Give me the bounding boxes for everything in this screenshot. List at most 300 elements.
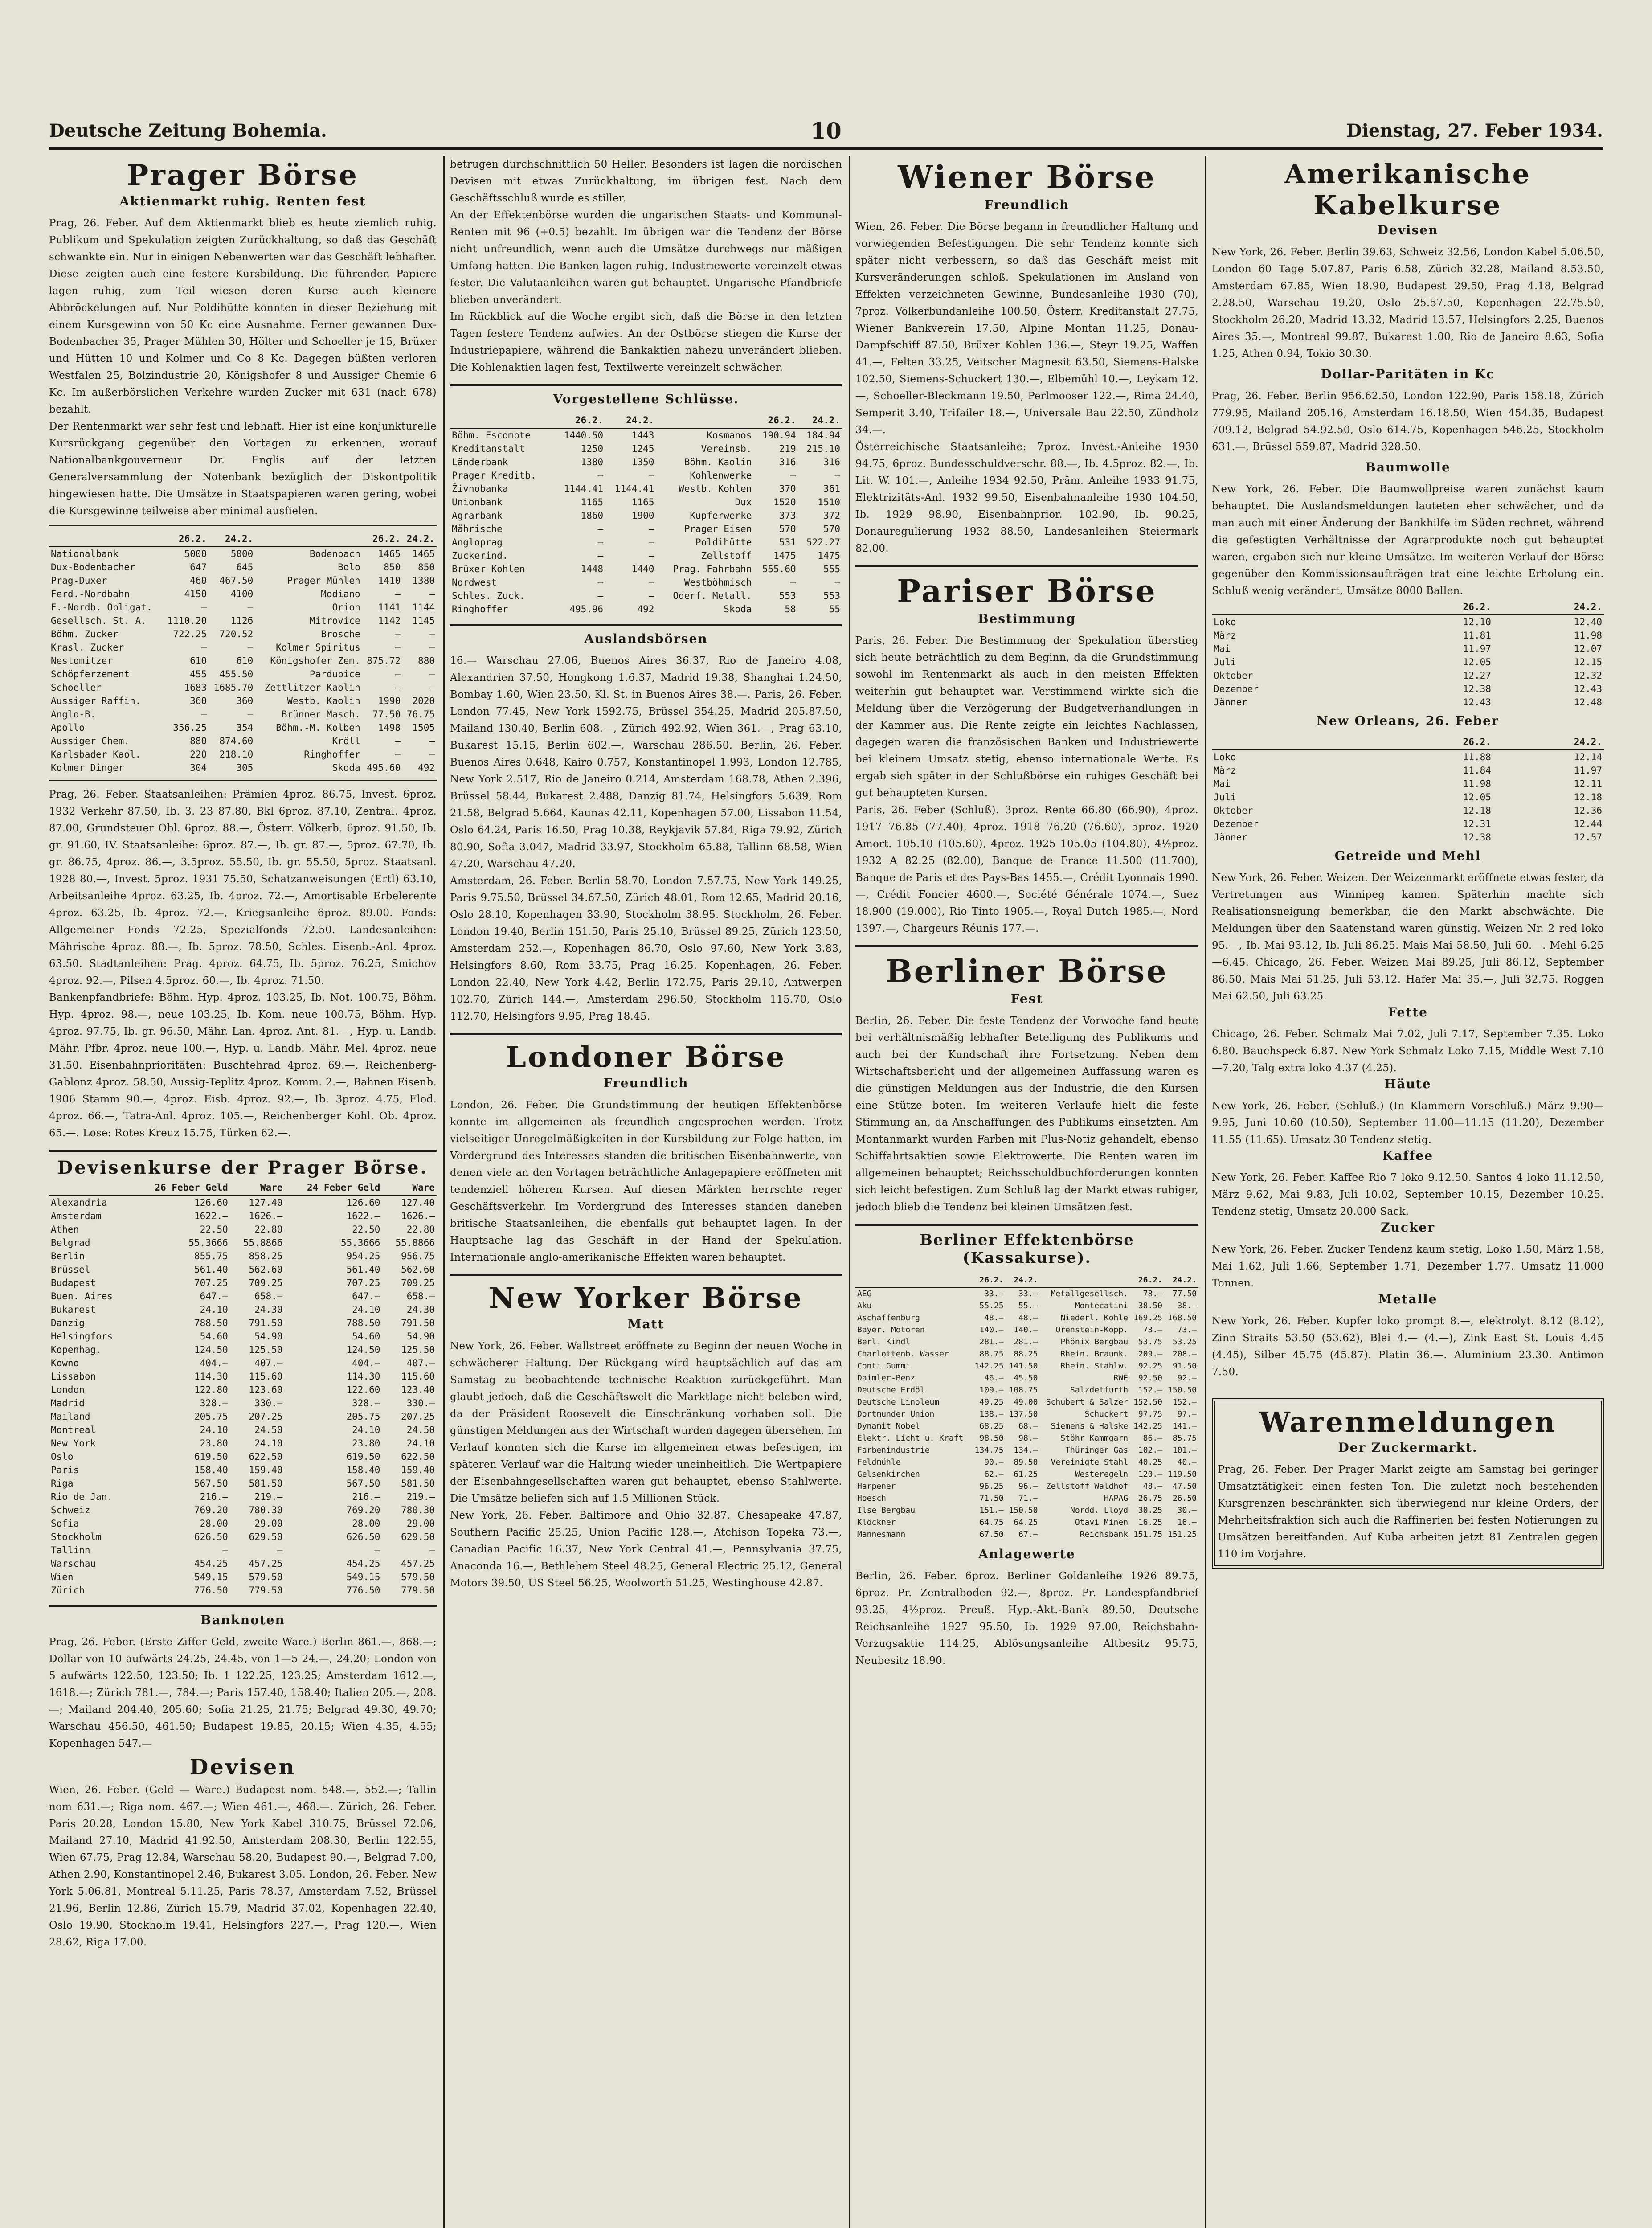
divider xyxy=(49,1150,437,1152)
table-cell: — xyxy=(429,629,435,639)
table-cell: 407.— xyxy=(254,1358,283,1368)
table-cell: 467.50 xyxy=(219,575,254,586)
section-subtitle: Dollar-Paritäten in Kc xyxy=(1321,367,1495,381)
table-cell: 12.43 xyxy=(1463,697,1491,708)
table-cell: Nordwest xyxy=(452,577,497,588)
table-cell: 776.50 xyxy=(346,1585,380,1596)
article-paragraph: New York, 26. Feber. Weizen. Der Weizenmarkt eröffnete etwas fester, da Vertretungen aus Winnipeg kamen. Späterhin machte sich Realisationsneigung bemerkbar, die den Markt abschwächte. Die Meldungen über den Saatenstand waren günstig. Weizen Nr. 2 red loko 95.—, Ib. Mai 93.12, Ib. Juli 86.25. Mais Mai 58.50, Juli 60.—. Mehl 6.25—6.45. Chicago, 26. Feber. Weizen Mai 89.25, Juli 86.12, September 86.50. Mais Mai 51.25, Juli 53.12. Hafer Mai 35.—, Juli 32.75. Roggen Mai 62.50, Juli 63.25. xyxy=(1212,872,1604,1002)
table-cell: 168.50 xyxy=(1167,1313,1197,1323)
table-cell: 855.75 xyxy=(194,1251,228,1261)
column-header: 24.2. xyxy=(1006,1273,1040,1287)
table-cell: London xyxy=(51,1384,85,1395)
table-cell: 134.— xyxy=(1014,1446,1038,1455)
table-cell: Sofia xyxy=(51,1518,79,1529)
table-cell: 495.60 xyxy=(367,762,401,773)
table-cell: 622.50 xyxy=(401,1451,435,1462)
table-cell: 404.— xyxy=(352,1358,380,1368)
table-cell: Warschau xyxy=(51,1558,96,1569)
table-cell: 141.— xyxy=(1172,1421,1197,1431)
table-cell: Schles. Zuck. xyxy=(452,590,525,601)
table-cell: 24.10 xyxy=(200,1425,228,1435)
section-title-devisen: Devisen xyxy=(189,1755,296,1780)
table-row xyxy=(1212,790,1604,804)
table-cell: 58 xyxy=(785,604,796,614)
table-cell: Apollo xyxy=(51,722,85,733)
table-cell: — xyxy=(648,537,654,548)
table-cell: 11.88 xyxy=(1463,752,1491,762)
table-cell: 779.50 xyxy=(249,1585,283,1596)
table-cell: 68.25 xyxy=(979,1421,1004,1431)
table-cell: 64.25 xyxy=(1014,1518,1038,1527)
table-cell: Gesellsch. St. A. xyxy=(51,615,147,626)
table-cell: 850 xyxy=(418,562,435,573)
table-cell: — xyxy=(395,669,401,680)
section-subtitle: Metalle xyxy=(1378,1292,1438,1306)
table-cell: 38.50 xyxy=(1138,1301,1162,1311)
table-cell: 610 xyxy=(236,655,254,666)
table-cell: 455 xyxy=(190,669,207,680)
column-header: 24.2. xyxy=(605,413,656,428)
article-paragraph: New York, 26. Feber. (Schluß.) (In Klammern Vorschluß.) März 9.90—9.95, Juni 10.60 (10.50), September 11.00—11.15 (11.20), Dezember 11.55 (11.65). Umsatz 30 Tendenz stetig. xyxy=(1212,1100,1604,1146)
table-cell: Niederl. Kohle xyxy=(1060,1313,1129,1323)
table-cell: Agrarbank xyxy=(452,510,503,521)
table-row xyxy=(49,1249,437,1263)
table-cell: 454.25 xyxy=(346,1558,380,1569)
table-cell: 142.25 xyxy=(974,1361,1004,1371)
stock-table xyxy=(855,1273,1198,1540)
table-cell: 24.30 xyxy=(406,1304,435,1315)
table-row xyxy=(49,547,437,561)
table-cell: Nationalbank xyxy=(51,549,119,559)
table-cell: 404.— xyxy=(200,1358,228,1368)
table-cell: 54.60 xyxy=(352,1331,380,1342)
table-cell: F.-Nordb. Obligat. xyxy=(51,602,152,613)
table-cell: 24.30 xyxy=(254,1304,283,1315)
column-header: 26.2. xyxy=(554,413,605,428)
table-cell: 12.18 xyxy=(1574,792,1602,803)
section-title-new-yorker-boerse: New Yorker Börse xyxy=(489,1282,803,1315)
table-cell: — xyxy=(247,642,254,653)
article-paragraph: New York, 26. Feber. Berlin 39.63, Schweiz 32.56, London Kabel 5.06.50, London 60 Tage 5.07.87, Paris 6.58, Zürich 32.28, Mailand 8.53.50, Amsterdam 67.85, Wien 18.90, Budapest 29.50, Prag 4.18, Belgrad 2.28.50, Warschau 19.20, Oslo 25.57.50, Kopenhagen 22.75.50, Stockholm 26.20, Madrid 13.32, Madrid 13.57, Helsingfors 2.25, Buenos Aires 35.—, Montreal 99.87, Bukarest 1.00, Rio de Janeiro 8.63, Sofia 1.25, Athen 0.94, Tokio 30.30. xyxy=(1212,246,1604,360)
table-cell: 33.— xyxy=(984,1289,1004,1298)
table-cell: 791.50 xyxy=(249,1318,283,1328)
table-cell: Westb. Kohlen xyxy=(679,483,752,494)
table-cell: 24.50 xyxy=(254,1425,283,1435)
section-subtitle: Devisen xyxy=(1377,223,1439,238)
table-cell: Mitrovice xyxy=(309,615,360,626)
table-cell: — xyxy=(834,577,840,588)
table-row xyxy=(49,1450,437,1463)
table-cell: — xyxy=(222,1545,228,1556)
table-row xyxy=(49,601,437,614)
table-cell: 138.— xyxy=(979,1409,1004,1419)
column-1 xyxy=(49,156,437,2228)
table-row xyxy=(49,1423,437,1437)
table-row xyxy=(855,1300,1198,1312)
divider xyxy=(49,780,437,781)
table-cell: 780.30 xyxy=(401,1505,435,1515)
section-title-amerikanische-kabelkurse: Amerikanische Kabelkurse xyxy=(1284,159,1531,221)
table-cell: 219.— xyxy=(254,1491,283,1502)
table-row xyxy=(450,482,842,496)
table-cell: Königshofer Zem. xyxy=(270,655,360,666)
table-cell: 207.25 xyxy=(249,1411,283,1422)
table-cell: — xyxy=(429,736,435,746)
table-cell: — xyxy=(429,642,435,653)
table-cell: Kröll xyxy=(332,736,360,746)
table-cell: Alexandria xyxy=(51,1197,107,1208)
table-cell: 858.25 xyxy=(249,1251,283,1261)
table-cell: 11.97 xyxy=(1574,765,1602,776)
table-row xyxy=(855,1420,1198,1432)
table-cell: Westböhmisch xyxy=(684,577,752,588)
table-cell: 12.38 xyxy=(1463,832,1491,843)
table-cell: 73.— xyxy=(1177,1325,1197,1335)
section-subtitle: Baumwolle xyxy=(1365,460,1451,475)
table-row xyxy=(1212,831,1604,844)
table-cell: Länderbank xyxy=(452,457,508,467)
table-cell: 115.60 xyxy=(249,1371,283,1382)
column-header xyxy=(255,531,362,547)
table-cell: 1626.— xyxy=(249,1211,283,1221)
currency-table xyxy=(49,1180,437,1597)
table-cell: 24.10 xyxy=(200,1304,228,1315)
table-row xyxy=(49,748,437,761)
table-cell: Ferd.-Nordbahn xyxy=(51,589,130,599)
table-row xyxy=(450,455,842,469)
column-header: 24.2. xyxy=(1493,734,1604,750)
table-cell: 330.— xyxy=(254,1398,283,1409)
table-cell: März xyxy=(1214,765,1236,776)
table-cell: — xyxy=(395,642,401,653)
table-cell: 48.— xyxy=(984,1313,1004,1323)
table-row xyxy=(1212,817,1604,831)
table-cell: 123.40 xyxy=(401,1384,435,1395)
table-cell: Orenstein-Kopp. xyxy=(1055,1325,1129,1335)
article-paragraph: London, 26. Feber. Die Grundstimmung der heutigen Effektenbörse konnte im allgemeinen als freundlich angesprochen werden. Trotz vielseitiger Unregelmäßigkeiten in der Kursbildung zur Folge hatten, im Vordergrund des Interesses standen die britischen Eisenbahnwerte, von denen viele an den Vortagen beträchtliche Anlagepapiere eröffneten mit tendenziell höheren Kursen. Auf diesen Märkten herrschte reger Geschäftsverkehr. Im Vordergrund des Interesses standen daneben britische Staatsanleihen, die ebenfalls gut behauptet lagen. In der Hauptsache lag das Geschäft in der Hand der Spekulation. Internationale anglo-amerikanische Effekten waren behauptet. xyxy=(450,1099,842,1263)
table-cell: 55.3666 xyxy=(340,1237,380,1248)
table-header-row xyxy=(450,413,842,428)
table-cell: 522.27 xyxy=(806,537,840,548)
column-header: 26.2. xyxy=(162,531,209,547)
table-cell: 1126 xyxy=(230,615,254,626)
table-cell: Farbenindustrie xyxy=(857,1446,930,1455)
table-cell: 555 xyxy=(823,564,840,574)
column-header: Ware xyxy=(382,1180,437,1196)
table-cell: Böhm.-M. Kolben xyxy=(276,722,360,733)
column-header: 26.2. xyxy=(753,413,797,428)
table-cell: 561.40 xyxy=(194,1264,228,1275)
table-row xyxy=(450,576,842,589)
article-paragraph: 16.— Warschau 27.06, Buenos Aires 36.37, Rio de Janeiro 4.08, Alexandrien 37.50, Hongkong 1.6.37, Madrid 19.38, Shanghai 1.24.50, Bombay 1.60, Wien 23.50, Kl. St. in Buenos Aires 38.—. Paris, 26. Feber. London 77.45, New York 1592.75, Brüssel 354.25, Madrid 205.87.50, Mailand 130.40, Berlin 608.—, Zürich 492.92, Wien 361.—, Prag 63.10, Bukarest 15.15, Berlin 602.—, Warschau 286.50. Berlin, 26. Feber. Buenos Aires 0.648, Kairo 0.757, Konstantinopel 1.993, London 12.785, New York 2.517, Rio de Janeiro 0.214, Amsterdam 168.78, Athen 2.396, Brüssel 58.44, Bukarest 2.488, Danzig 81.74, Helsingfors 5.639, Rom 21.58, Belgrad 5.664, Kaunas 42.11, Kopenhagen 57.00, Lissabon 11.54, Oslo 64.24, Paris 16.50, Prag 10.38, Reykjavik 57.84, Riga 79.92, Zürich 80.90, Sofia 3.047, Madrid 33.97, Stockholm 65.88, Tallinn 68.58, Wien 47.20, Warschau 47.20. xyxy=(450,655,842,870)
table-cell: 5000 xyxy=(230,549,254,559)
table-cell: 460 xyxy=(190,575,207,586)
table-cell: 45.50 xyxy=(1014,1373,1038,1383)
table-cell: 1380 xyxy=(412,575,435,586)
table-cell: 48.— xyxy=(1143,1482,1162,1491)
table-cell: 880 xyxy=(190,736,207,746)
table-cell: — xyxy=(648,524,654,534)
section-title-warenmeldungen: Warenmeldungen xyxy=(1259,1406,1557,1438)
table-cell: 62.— xyxy=(984,1470,1004,1479)
table-row xyxy=(49,1530,437,1544)
table-cell: 24.50 xyxy=(406,1425,435,1435)
table-cell: Brünner Masch. xyxy=(281,709,360,720)
table-cell: 54.90 xyxy=(406,1331,435,1342)
table-cell: 12.07 xyxy=(1574,643,1602,654)
table-row xyxy=(855,1444,1198,1456)
table-cell: 140.— xyxy=(1014,1325,1038,1335)
table-cell: — xyxy=(201,709,207,720)
column-header: 26.2. xyxy=(1382,599,1493,615)
article-paragraph: betrugen durchschnittlich 50 Heller. Besonders ist lagen die nordischen Devisen mit etwas Zurückhaltung, im übrigen fest. Nach dem Geschäftsschluß wurde es stiller. xyxy=(450,159,842,204)
article-paragraph: An der Effektenbörse wurden die ungarischen Staats- und Kommunal-Renten mit 96 (+0.5) bezahlt. Im übrigen war die Tendenz der Börse nicht unfreundlich, wenn auch die Umsätze durchwegs nur mäßigen Umfang hatten. Die Banken lagen ruhig, Industriewerte vereinzelt etwas fester. Die Valutaanleihen waren gut behauptet. Ungarische Pfandbriefe blieben unverändert. xyxy=(450,209,842,306)
table-row xyxy=(450,602,842,616)
table-cell: Unionbank xyxy=(452,497,503,508)
table-cell: Karlsbader Kaol. xyxy=(51,749,141,760)
table-cell: 219.— xyxy=(406,1491,435,1502)
table-cell: 125.50 xyxy=(401,1344,435,1355)
article-paragraph: Paris, 26. Feber. Die Bestimmung der Spekulation überstieg sich heute beträchtlich zu dem Beginn, da die Grundstimmung sowohl im Rentenmarkt als auch in den meisten Effekten weiterhin gut behauptet war. Verstimmend wirkte sich die Meldung über die Verzögerung der Budgetverhandlungen in der Kammer aus. Die Rente zeigte ein leichtes Nachlassen, dagegen waren die französischen Banken und Industriewerte bei kleinem Umsatz stetig, ebenso internationale Werte. Es ergab sich später in der Schlußbörse ein ruhiges Geschäft bei gut behaupteten Kursen. xyxy=(855,635,1198,799)
table-cell: Rio de Jan. xyxy=(51,1491,113,1502)
table-cell: Madrid xyxy=(51,1398,85,1409)
table-cell: 12.40 xyxy=(1574,617,1602,627)
table-cell: 77.50 xyxy=(1172,1289,1197,1298)
table-cell: 361 xyxy=(823,483,840,494)
article-paragraph: New York, 26. Feber. Baltimore and Ohio 32.87, Chesapeake 47.87, Southern Pacific 25.25, Union Pacific 128.—, Atchison Topeka 73.—, Canadian Pacific 16.37, New York Central 41.—, Pennsylvania 37.75, Anaconda 16.—, Bethlehem Steel 48.25, General Electric 25.12, General Motors 39.50, US Steel 56.25, Woolworth 51.25, Westinghouse 42.87. xyxy=(450,1510,842,1589)
table-cell: — xyxy=(790,577,796,588)
table-cell: Oderf. Metall. xyxy=(673,590,752,601)
section-subtitle: Matt xyxy=(627,1317,665,1331)
table-cell: 581.50 xyxy=(401,1478,435,1489)
table-row xyxy=(49,1236,437,1249)
table-row xyxy=(49,1370,437,1383)
table-cell: 647.— xyxy=(352,1291,380,1302)
table-cell: Kreditanstalt xyxy=(452,443,525,454)
column-header xyxy=(49,1180,132,1196)
table-cell: — xyxy=(597,537,604,548)
column-header: Ware xyxy=(230,1180,285,1196)
table-row xyxy=(49,1356,437,1370)
table-cell: Vereinigte Stahl xyxy=(1051,1458,1129,1467)
table-row xyxy=(49,1263,437,1276)
column-header: 24 Feber Geld xyxy=(284,1180,382,1196)
table-row xyxy=(450,442,842,455)
table-cell: — xyxy=(597,470,604,481)
table-cell: 5000 xyxy=(184,549,207,559)
table-cell: Mai xyxy=(1214,778,1231,789)
table-cell: 88.75 xyxy=(979,1349,1004,1359)
table-cell: Kolmer Dinger xyxy=(51,762,124,773)
table-cell: 305 xyxy=(236,762,254,773)
table-cell: 49.25 xyxy=(979,1397,1004,1407)
divider xyxy=(450,1033,842,1035)
table-cell: 12.27 xyxy=(1463,670,1491,681)
table-cell: 11.81 xyxy=(1463,630,1491,641)
table-cell: 1141 xyxy=(378,602,401,613)
table-cell: Dezember xyxy=(1214,819,1259,829)
table-cell: Krasl. Zucker xyxy=(51,642,124,653)
warenmeldungen-box xyxy=(1212,1398,1604,1569)
table-row xyxy=(855,1372,1198,1384)
table-cell: 152.— xyxy=(1138,1385,1162,1395)
table-cell: Bukarest xyxy=(51,1304,96,1315)
table-cell: 567.50 xyxy=(346,1478,380,1489)
table-cell: — xyxy=(597,577,604,588)
table-cell: Gelsenkirchen xyxy=(857,1470,920,1479)
table-cell: Böhm. Zucker xyxy=(51,629,119,639)
article-paragraph: Berlin, 26. Feber. 6proz. Berliner Goldanleihe 1926 89.75, 6proz. Pr. Zentralboden 92.—, 8proz. Pr. Landespfandbrief 93.25, 4½proz. Preuß. Hyp.-Akt.-Bank 89.50, Deutsche Reichsanleihe 1927 95.50, Ib. 1929 97.00, Reichsbahn-Vorzugsaktie 114.25, Ablösungsanleihe Altbesitz 95.75, Neubesitz 18.90. xyxy=(855,1570,1198,1667)
table-cell: Rhein. Stahlw. xyxy=(1060,1361,1129,1371)
table-cell: 22.80 xyxy=(406,1224,435,1235)
table-cell: 125.50 xyxy=(249,1344,283,1355)
table-row xyxy=(1212,629,1604,642)
table-row xyxy=(450,589,842,602)
table-cell: — xyxy=(277,1545,283,1556)
table-cell: 190.94 xyxy=(762,430,796,441)
table-cell: 1144.41 xyxy=(614,483,654,494)
table-row xyxy=(855,1468,1198,1480)
table-cell: 137.50 xyxy=(1009,1409,1038,1419)
column-header xyxy=(450,413,554,428)
table-cell: 4150 xyxy=(184,589,207,599)
table-cell: 124.50 xyxy=(194,1344,228,1355)
table-cell: 850 xyxy=(384,562,401,573)
table-cell: 553 xyxy=(823,590,840,601)
article-paragraph: New York, 26. Feber. Kaffee Rio 7 loko 9.12.50. Santos 4 loko 11.12.50, März 9.62, Mai 9.83, Juli 10.02, September 10.15, Dezember 10.25. Tendenz stetig, Umsatz 20.000 Sack. xyxy=(1212,1172,1604,1217)
table-cell: 23.80 xyxy=(200,1438,228,1449)
table-cell: 55 xyxy=(829,604,840,614)
table-cell: 207.25 xyxy=(401,1411,435,1422)
section-subtitle: Fette xyxy=(1388,1005,1428,1020)
column-header: 26.2. xyxy=(971,1273,1006,1287)
section-subtitle: Zucker xyxy=(1381,1220,1435,1235)
column-header: 26 Feber Geld xyxy=(132,1180,230,1196)
table-row xyxy=(855,1336,1198,1348)
table-cell: 956.75 xyxy=(401,1251,435,1261)
table-cell: 1465 xyxy=(378,549,401,559)
table-cell: 12.31 xyxy=(1463,819,1491,829)
column-header xyxy=(656,413,753,428)
table-cell: 562.60 xyxy=(401,1264,435,1275)
table-cell: Rhein. Braunk. xyxy=(1060,1349,1129,1359)
table-cell: 98.— xyxy=(1018,1433,1038,1443)
table-cell: Nordd. Lloyd xyxy=(1070,1506,1129,1515)
table-cell: 92.— xyxy=(1177,1373,1197,1383)
table-cell: 55.3666 xyxy=(188,1237,228,1248)
table-cell: 24.10 xyxy=(352,1425,380,1435)
table-cell: 98.50 xyxy=(979,1433,1004,1443)
table-cell: — xyxy=(395,749,401,760)
section-subtitle: Häute xyxy=(1384,1077,1431,1091)
section-subtitle: Berliner Effektenbörse (Kassakurse). xyxy=(920,1231,1134,1267)
table-cell: 1990 xyxy=(378,696,401,706)
table-cell: 141.50 xyxy=(1009,1361,1038,1371)
article-paragraph: Amsterdam, 26. Feber. Berlin 58.70, London 7.57.75, New York 149.25, Paris 9.75.50, Brüssel 34.67.50, Zürich 48.01, Rom 12.65, Madrid 20.16, Oslo 28.10, Kopenhagen 33.90, Stockholm 38.95. Stockholm, 26. Feber. London 19.40, Berlin 151.50, Paris 25.10, Brüssel 89.25, Zürich 123.50, Amsterdam 252.—, Kopenhagen 86.70, Oslo 97.60, New York 3.83, Helsingfors 8.60, Rom 33.75, Prag 16.25. Kopenhagen, 26. Feber. London 22.40, New York 4.42, Berlin 172.75, Paris 29.10, Antwerpen 102.70, Zürich 144.—, Amsterdam 296.50, Stockholm 115.70, Oslo 112.70, Helsingfors 9.95, Prag 18.45. xyxy=(450,875,842,1022)
table-cell: Bayer. Motoren xyxy=(857,1325,925,1335)
table-cell: Brüssel xyxy=(51,1264,90,1275)
table-cell: 1860 xyxy=(581,510,604,521)
table-cell: 4100 xyxy=(230,589,254,599)
table-cell: 11.84 xyxy=(1463,765,1491,776)
table-cell: 1465 xyxy=(412,549,435,559)
table-cell: 159.40 xyxy=(401,1465,435,1475)
table-cell: 1626.— xyxy=(401,1211,435,1221)
table-cell: Jänner xyxy=(1214,697,1247,708)
table-row xyxy=(49,1343,437,1356)
table-cell: Montecatini xyxy=(1075,1301,1129,1311)
column-2 xyxy=(450,156,842,2228)
table-cell: Tallinn xyxy=(51,1545,90,1556)
table-cell: 457.25 xyxy=(249,1558,283,1569)
table-cell: Schubert & Salzer xyxy=(1046,1397,1129,1407)
table-row xyxy=(49,654,437,668)
article-paragraph: Chicago, 26. Feber. Schmalz Mai 7.02, Juli 7.17, September 7.35. Loko 6.80. Bauchspeck 6.87. New York Schmalz Loko 7.15, Middle West 7.10—7.20, Talg extra loko 4.37 (4.25). xyxy=(1212,1028,1604,1074)
table-cell: 875.72 xyxy=(367,655,401,666)
table-cell: RWE xyxy=(1113,1373,1129,1383)
article-paragraph: Wien, 26. Feber. Die Börse begann in freundlicher Haltung und vorwiegenden Befestigungen. Die sehr Tendenz konnte sich später nicht verbessern, so daß das Geschäft meist mit Kursveränderungen schloß. Spekulationen im Ausland von Effekten verzeichneten Gewinne, Bundesanleihe 1930 (70), 7proz. Völkerbundanleihe 100.50, Österr. Kreditanstalt 27.75, Wiener Bankverein 17.50, Alpine Montan 11.25, Donau-Dampfschiff 87.50, Brüxer Kohlen 136.—, Steyr 19.25, Waffen 41.—, Felten 33.25, Veitscher Magnesit 63.50, Siemens-Halske 102.50, Siemens-Schuckert 130.—, Elbemühl 10.—, Leykam 12.—, Schoeller-Bleckmann 19.50, Perlmooser 122.—, Rima 24.40, Semperit 3.40, Trifailer 18.—, Universale Bau 22.50, Zündholz 34.—. xyxy=(855,221,1198,436)
table-cell: 209.— xyxy=(1138,1349,1162,1359)
table-cell: Harpener xyxy=(857,1482,896,1491)
table-cell: Mannesmann xyxy=(857,1530,906,1539)
table-header-row xyxy=(49,531,437,547)
table-cell: 127.40 xyxy=(401,1197,435,1208)
table-cell: 12.05 xyxy=(1463,657,1491,668)
table-cell: Amsterdam xyxy=(51,1211,102,1221)
article-paragraph: Prag, 26. Feber. Berlin 956.62.50, London 122.90, Paris 158.18, Zürich 779.95, Mailand 205.16, Amsterdam 16.18.50, Wien 454.35, Budapest 709.12, Belgrad 54.92.50, Oslo 614.75, Kopenhagen 546.25, Stockholm 631.—, Brüssel 559.87, Madrid 328.50. xyxy=(1212,390,1604,453)
table-cell: Bodenbach xyxy=(309,549,360,559)
column-4 xyxy=(1212,156,1604,2228)
table-cell: 880 xyxy=(418,655,435,666)
table-row xyxy=(49,1517,437,1530)
table-cell: Kupferwerke xyxy=(690,510,752,521)
table-row xyxy=(855,1348,1198,1360)
table-row xyxy=(1212,655,1604,669)
table-cell: 169.25 xyxy=(1133,1313,1162,1323)
table-cell: 151.25 xyxy=(1167,1530,1197,1539)
table-cell: 645 xyxy=(236,562,254,573)
table-cell: Athen xyxy=(51,1224,79,1235)
table-cell: Berlin xyxy=(51,1251,85,1261)
table-row xyxy=(49,614,437,627)
table-cell: 85.75 xyxy=(1172,1433,1197,1443)
table-row xyxy=(450,536,842,549)
table-row xyxy=(49,1316,437,1330)
section-subtitle: New Orleans, 26. Feber xyxy=(1317,713,1499,728)
table-row xyxy=(450,549,842,562)
table-cell: Montreal xyxy=(51,1425,96,1435)
article-paragraph: Prag, 26. Feber. Staatsanleihen: Prämien 4proz. 86.75, Invest. 6proz. 1932 Verkehr 87.50, Ib. 3. 23 87.80, Bkl 6proz. 87.10, Zentral. 4proz. 87.00, Grundsteuer Obl. 6proz. 88.—, Österr. Völkerb. 6proz. 91.50, Ib. gr. 91.60, IV. Staatsanleihe: 6proz. 87.—, Ib. gr. 87.—, 5proz. 67.70, Ib. gr. 86.75, 4proz. 86.—, 3.5proz. 55.50, Ib. gr. 55.50, 5proz. Staatsanl. 1928 80.—, Invest. 5proz. 1931 75.50, Schatzanweisungen (Ertl) 63.10, Arbeitsanleihe 4proz. 63.25, Ib. 4proz. 72.—, Amortisable Erbelerente 4proz. 63.25, Ib. 4proz. 72.—, Kriegsanleihe 6proz. 89.00. Fonds: Allgemeiner Fonds 72.25, Spezialfonds 72.50. Landesanleihen: Mährische 4proz. 88.—, Ib. 5proz. 78.50, Schles. Eisenb.-Anl. 4proz. 63.50. Stadtanleihen: Prag. 4proz. 64.75, Ib. 5proz. 76.25, Smichov 4proz. 92.—, Pilsen 4.5proz. 60.—, Ib. 4proz. 71.50. xyxy=(49,789,437,987)
table-cell: 281.— xyxy=(1014,1337,1038,1347)
table-row xyxy=(855,1492,1198,1504)
table-row xyxy=(49,761,437,774)
table-cell: 454.25 xyxy=(194,1558,228,1569)
table-cell: — xyxy=(201,642,207,653)
table-cell: Zuckerind. xyxy=(452,550,508,561)
table-cell: 30.— xyxy=(1177,1506,1197,1515)
section-title-londoner-boerse: Londoner Börse xyxy=(506,1040,786,1074)
table-cell: 120.— xyxy=(1138,1470,1162,1479)
table-cell: 150.50 xyxy=(1009,1506,1038,1515)
section-subtitle: Getreide und Mehl xyxy=(1334,848,1481,863)
table-cell: 102.— xyxy=(1138,1446,1162,1455)
table-row xyxy=(855,1408,1198,1420)
table-cell: Prag-Duxer xyxy=(51,575,107,586)
section-title-devisenkurse: Devisenkurse der Prager Börse. xyxy=(57,1157,429,1178)
table-cell: 23.80 xyxy=(352,1438,380,1449)
divider xyxy=(450,1274,842,1276)
table-cell: Dynamit Nobel xyxy=(857,1421,920,1431)
